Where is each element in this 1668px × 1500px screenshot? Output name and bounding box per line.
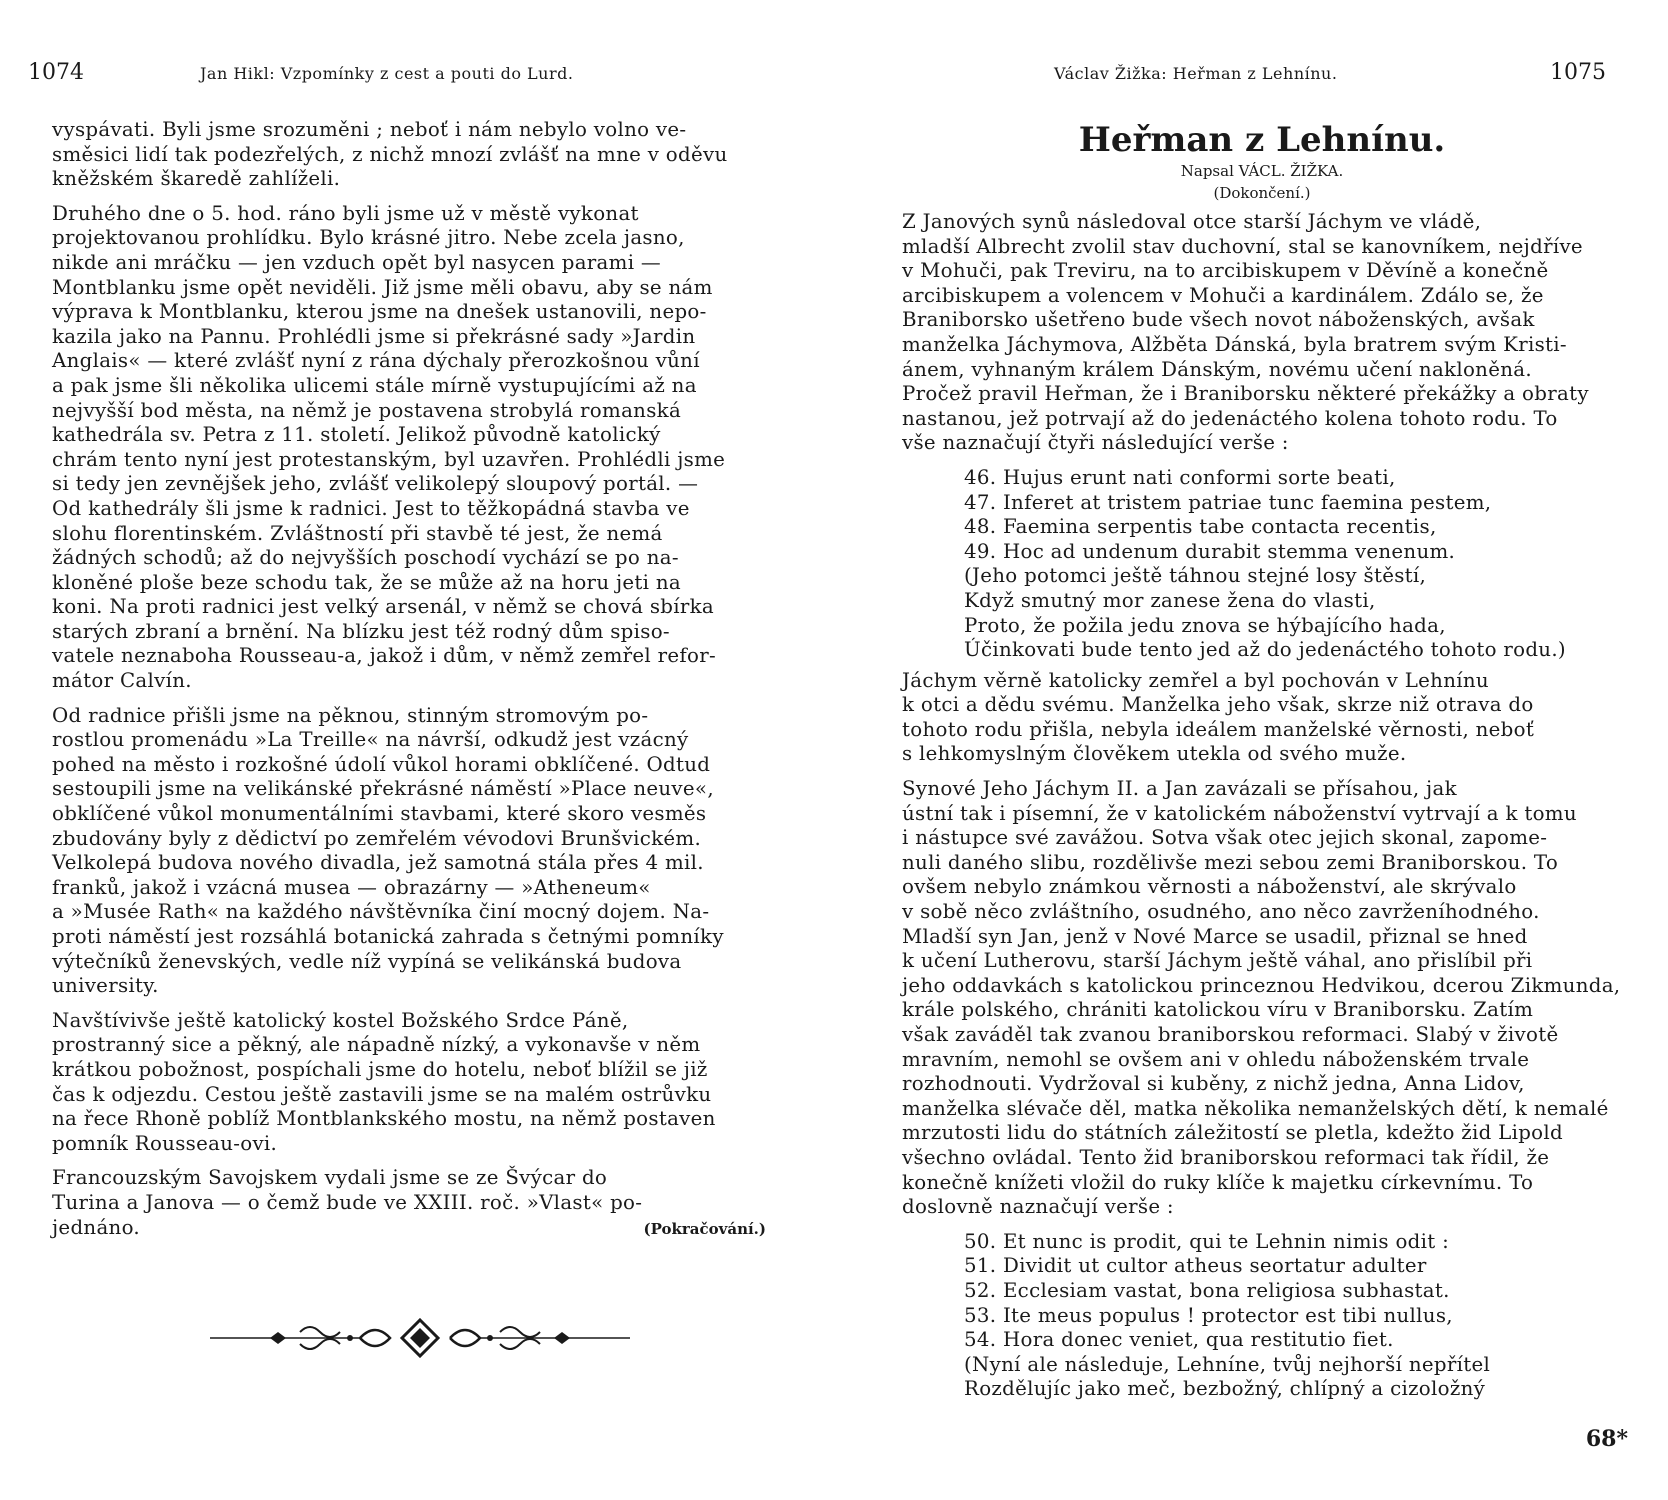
verse-line: (Nyní ale následuje, Lehníne, tvůj nejhorší nepřítel [964, 1352, 1491, 1376]
verse-line: (Jeho potomci ještě táhnou stejné losy štěstí, [964, 564, 1427, 588]
verse-block [964, 1230, 1622, 1402]
running-header-right: Václav Žižka: Heřman z Lehnínu. [1054, 64, 1338, 83]
verse-line: 52. Ecclesiam vastat, bona religiosa subhastat. [964, 1278, 1450, 1302]
verse-line: 49. Hoc ad undenum durabit stemma venenum. [964, 539, 1456, 563]
paragraph: Druhého dne o 5. hod. ráno byli jsme už v městě vykonat projektovanou prohlídku. Bylo krásné jitro. Nebe zcela jasno, nikde ani mráčku — jen vzduch opět byl nasycen parami — Montblanku jsme opět neviděli. Již jsme měli obavu, aby se nám výprava k Montblanku, kterou jsme na dnešek ustanovili, nepo- kazila jako na Pannu. Prohlédli jsme si překrásné sady »Jardin Anglais« — které zvlášť nyní z rána dýchaly přerozkošnou vůní a pak jsme šli několika ulicemi stále mírně vystupujícími až na nejvyšší bod města, na němž je postavena strobylá romanská kathedrála sv. Petra z 11. století. Jelikož původně katolický chrám tento nyní jest protestanským, byl uzavřen. Prohlédli jsme si tedy jen zevnějšek jeho, zvlášť velikolepý sloupový portál. — Od kathedrály šli jsme k radnici. Jest to těžkopádná stavba ve slohu florentinském. Zvláštností při stavbě té jest, že nemá žádných schodů; až do nejvyšších poschodí vychází se po na- kloněné ploše beze schodu tak, že se může až na horu jeti na koni. Na proti radnici jest velký arsenál, v němž se chová sbírka starých zbraní a brnění. Na blízku jest též rodný dům spiso- vatele neznaboha Rousseau-a, jakož i dům, v němž zemřel refor- mátor Calvín. [52, 201, 726, 693]
byline: Napsal VÁCL. ŽIŽKA. [1180, 162, 1344, 180]
verse-line: 50. Et nunc is prodit, qui te Lehnin nimis odit : [964, 1229, 1450, 1253]
continuation-note: (Pokračování.) [643, 1220, 766, 1239]
signature-mark: 68* [1585, 1426, 1628, 1452]
verse-line: 46. Hujus erunt nati conformi sorte beati, [964, 465, 1396, 489]
article-title: Heřman z Lehnínu. [1078, 120, 1446, 160]
verse-line: 53. Ite meus populus ! protector est tibi nullus, [964, 1303, 1453, 1327]
paragraph: Francouzským Savojskem vydali jsme se ze Švýcar do Turina a Janova — o čemž bude ve XXIII. roč. »Vlast« po- jednáno. [52, 1166, 643, 1239]
ornament-divider-icon [210, 1318, 630, 1358]
left-text-column [52, 118, 800, 1238]
page-number-right: 1075 [1550, 60, 1606, 85]
article-title-block [902, 120, 1622, 204]
right-text-column [902, 120, 1622, 1408]
paragraph: Jáchym věrně katolicky zemřel a byl pochován v Lehnínu k otci a dědu svému. Manželka jeho však, skrze niž otrava do tohoto rodu přišla, nebyla ideálem manželské věrnosti, neboť s lehkomyslným člověkem utekla od svého muže. [902, 668, 1535, 766]
verse-line: Účinkovati bude tento jed až do jedenáctého tohoto rodu.) [964, 638, 1566, 662]
page-number-left: 1074 [28, 60, 84, 85]
verse-line: 47. Inferet at tristem patriae tunc faemina pestem, [964, 490, 1492, 514]
continuation-label: (Dokončení.) [1213, 184, 1311, 202]
verse-line: Když smutný mor zanese žena do vlasti, [964, 588, 1376, 612]
paragraph: vyspávati. Byli jsme srozuměni ; neboť i nám nebylo volno ve- směsici lidí tak podezřelých, z nichž mnozí zvlášť na mne v oděvu kněžském škaredě zahlíželi. [52, 118, 728, 191]
verse-line: 48. Faemina serpentis tabe contacta recentis, [964, 515, 1437, 539]
verse-line: Rozdělujíc jako meč, bezbožný, chlípný a cizoložný [964, 1377, 1486, 1401]
running-header-left: Jan Hikl: Vzpomínky z cest a pouti do Lurd. [200, 64, 574, 83]
verse-line: 54. Hora donec veniet, qua restitutio fiet. [964, 1328, 1394, 1352]
paragraph: Navštívivše ještě katolický kostel Božského Srdce Páně, prostranný sice a pěkný, ale nápadně nízký, a vykonavše v něm krátkou pobožnost, pospíchali jsme do hotelu, neboť blížil se již čas k odjezdu. Cestou ještě zastavili jsme se na malém ostrůvku na řece Rhoně poblíž Montblankského mostu, na němž postaven pomník Rousseau-ovi. [52, 1008, 716, 1155]
paragraph: Od radnice přišli jsme na pěknou, stinným stromovým po- rostlou promenádu »La Treille« na návrší, odkudž jest vzácný pohed na město i rozkošné údolí vůkol horami obklíčené. Odtud sestoupili jsme na velikánské překrásné náměstí »Place neuve«, obklíčené vůkol monumentálními stavbami, které skoro vesměs zbudovány byly z dědictví po zemřelém vévodovi Brunšvickém. Velkolepá budova nového divadla, jež samotná stála přes 4 mil. franků, jakož i vzácná musea — obrazárny — »Atheneum« a »Musée Rath« na každého návštěvníka činí mocný dojem. Na- proti náměstí jest rozsáhlá botanická zahrada s četnými pomníky výtečníků ženevských, vedle níž vypíná se velikánská budova university. [52, 703, 724, 998]
paragraph: Synové Jeho Jáchym II. a Jan zavázali se přísahou, jak ústní tak i písemní, že v katolickém náboženství vytrvají a k tomu i nástupce své zavážou. Sotva však otec jejich skonal, zapome- nuli daného slibu, rozdělivše mezi sebou zemi Braniborskou. To ovšem nebylo známkou věrnosti a náboženství, ale skrývalo v sobě něco zvláštního, osudného, ano něco zavrženíhodného. Mladší syn Jan, jenž v Nové Marce se usadil, přiznal se hned k učení Lutherovu, starší Jáchym ještě váhal, ano přislíbil při jeho oddavkách s katolickou princeznou Hedvikou, dcerou Zikmunda, krále polského, chrániti katolickou víru v Braniborsku. Zatím však zaváděl tak zvanou braniborskou reformaci. Slabý v životě mravním, nemohl se ovšem ani v ohledu náboženském trvale rozhodnouti. Vydržoval si kuběny, z nichž jedna, Anna Lidov, manželka slévače děl, matka několika nemanželských dětí, k nemalé mrzutosti lidu do státních záležitostí se pletla, kdežto žid Lipold všechno ovládal. Tento žid braniborskou reformaci tak řídil, že konečně knížeti vložil do ruky klíče k majetku církevnímu. To doslovně naznačují verše : [902, 777, 1621, 1219]
right-page [834, 0, 1668, 1500]
verse-line: Proto, že požila jedu znova se hýbajícího hada, [964, 613, 1446, 637]
verse-line: 51. Dividit ut cultor atheus seortatur adulter [964, 1254, 1427, 1278]
paragraph: Z Janových synů následoval otce starší Jáchym ve vládě, mladší Albrecht zvolil stav duchovní, stal se kanovníkem, nejdříve v Mohuči, pak Treviru, na to arcibiskupem v Děvíně a konečně arcibiskupem a volencem v Mohuči a kardinálem. Zdálo se, že Braniborsko ušetřeno bude všech novot náboženských, avšak manželka Jáchymova, Alžběta Dánská, byla bratrem svým Kristi- ánem, vyhnaným králem Dánským, novému učení nakloněná. Pročež pravil Heřman, že i Braniborsku některé překážky a obraty nastanou, jež potrvají až do jedenáctého kolena tohoto rodu. To vše naznačují čtyři následující verše : [902, 210, 1589, 455]
verse-block [964, 466, 1622, 663]
